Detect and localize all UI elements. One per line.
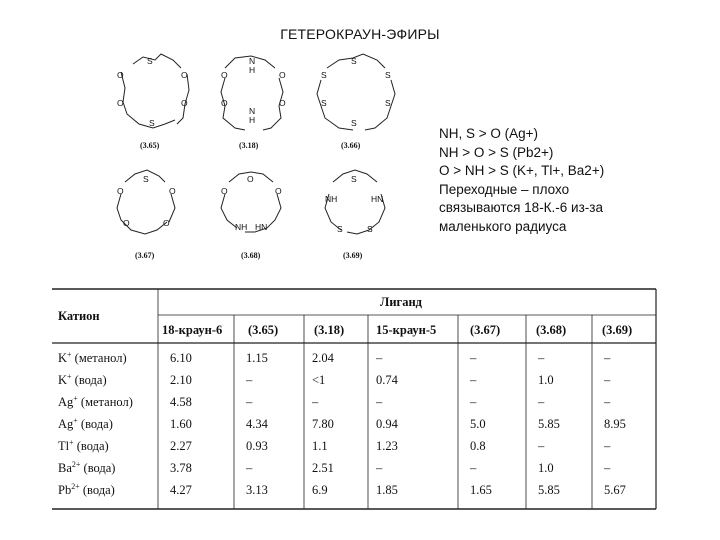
cation-ion: K xyxy=(58,351,68,365)
atom: S xyxy=(143,174,149,184)
column-header: 15-краун-5 xyxy=(376,323,437,337)
structures-drawing xyxy=(95,42,420,267)
cation-ion: K xyxy=(58,373,68,387)
cation-ion: Tl xyxy=(58,439,70,453)
atom: S xyxy=(147,56,153,66)
atom: S xyxy=(367,224,373,234)
structure-label: (3.65) xyxy=(140,141,160,150)
table-cell: – xyxy=(470,395,477,409)
column-header: (3.67) xyxy=(470,323,501,337)
table-cell: 7.80 xyxy=(312,417,334,431)
atom: N xyxy=(249,56,256,66)
table-cell: 1.15 xyxy=(246,351,268,365)
atom: S xyxy=(149,118,155,128)
table-cell: 4.34 xyxy=(246,417,268,431)
table-cell: 2.04 xyxy=(312,351,334,365)
solvent-medium: (вода) xyxy=(79,483,115,497)
column-header: (3.18) xyxy=(314,323,345,337)
note-line: NH, S > O (Ag+) xyxy=(439,126,539,141)
atom: O xyxy=(169,186,176,196)
table-cell: – xyxy=(376,395,383,409)
selectivity-notes xyxy=(439,125,679,236)
atom: O xyxy=(117,70,124,80)
atom: S xyxy=(321,98,327,108)
atom: O xyxy=(221,98,228,108)
row-cation-label xyxy=(58,373,107,388)
cation-charge: + xyxy=(73,393,78,403)
table-cell: 1.0 xyxy=(538,461,554,475)
table-cell: 4.58 xyxy=(170,395,192,409)
cation-ion: Ag xyxy=(58,417,74,431)
table-cell: 1.23 xyxy=(376,439,398,453)
atom: O xyxy=(279,98,286,108)
table-cell: 5.85 xyxy=(538,483,560,497)
atom: HN xyxy=(371,194,384,204)
atom: S xyxy=(351,174,357,184)
solvent-medium: (метанол) xyxy=(71,351,127,365)
table-cell: – xyxy=(246,395,253,409)
row-cation-label xyxy=(58,395,133,410)
table-cell: 1.85 xyxy=(376,483,398,497)
note-line: Переходные – плохо xyxy=(439,181,570,197)
table-cell: – xyxy=(470,461,477,475)
table-cell: 3.13 xyxy=(246,483,268,497)
table-cell: – xyxy=(538,395,545,409)
table-cell: 1.0 xyxy=(538,373,554,387)
structure-label: (3.69) xyxy=(343,251,363,260)
table-cell: 3.78 xyxy=(170,461,192,475)
table-cell: 0.93 xyxy=(246,439,268,453)
column-header: (3.65) xyxy=(248,323,279,337)
table-rules xyxy=(50,287,660,512)
slide-title: ГЕТЕРОКРАУН-ЭФИРЫ xyxy=(280,26,440,42)
atom: O xyxy=(117,98,124,108)
atom: S xyxy=(337,224,343,234)
solvent-medium: (вода) xyxy=(80,461,116,475)
note-line: O > NH > S (K+, Tl+, Ba2+) xyxy=(439,163,605,178)
row-cation-label xyxy=(58,461,115,476)
table-cell: – xyxy=(538,439,545,453)
cation-header: Катион xyxy=(58,309,100,323)
table-cell: 2.51 xyxy=(312,461,334,475)
structure-label: (3.68) xyxy=(241,251,261,260)
table-cell: – xyxy=(376,461,383,475)
table-cell: – xyxy=(538,351,545,365)
ring-367-right xyxy=(169,194,175,222)
table-cell: – xyxy=(470,373,477,387)
column-header: (3.69) xyxy=(602,323,633,337)
solvent-medium: (метанол) xyxy=(77,395,133,409)
atom: H xyxy=(249,115,256,125)
table-cell: 0.74 xyxy=(376,373,398,387)
row-cation-label xyxy=(58,439,109,454)
atom: O xyxy=(181,70,188,80)
table-cell: – xyxy=(246,373,253,387)
table-cell: – xyxy=(604,439,611,453)
table-cell: 5.0 xyxy=(470,417,486,431)
atom: O xyxy=(163,218,170,228)
table-cell: – xyxy=(604,395,611,409)
cation-charge: 2+ xyxy=(71,459,81,469)
column-header: (3.68) xyxy=(536,323,567,337)
ring-367-left xyxy=(117,194,167,234)
atom: O xyxy=(123,218,130,228)
table-cell: – xyxy=(376,351,383,365)
cation-charge: + xyxy=(67,371,72,381)
table-cell: – xyxy=(246,461,253,475)
table-cell: 1.60 xyxy=(170,417,192,431)
structure-label: (3.67) xyxy=(135,251,155,260)
atom: O xyxy=(221,186,228,196)
cation-charge: + xyxy=(69,437,74,447)
cation-ion: Pb xyxy=(58,483,72,497)
solvent-medium: (вода) xyxy=(71,373,107,387)
table-cell: – xyxy=(604,373,611,387)
atom: NH xyxy=(235,222,248,232)
ring-365-left xyxy=(121,72,175,128)
table-cell: 0.94 xyxy=(376,417,398,431)
cation-ion: Ag xyxy=(58,395,74,409)
note-line: NH > O > S (Pb2+) xyxy=(439,144,554,160)
cation-charge: + xyxy=(67,349,72,359)
solvent-medium: (вода) xyxy=(73,439,109,453)
table-cell: 0.8 xyxy=(470,439,486,453)
note-line: связываются 18-К.-6 из-за xyxy=(439,200,603,215)
table-cell: – xyxy=(604,461,611,475)
cation-charge: 2+ xyxy=(71,481,80,491)
atom: HN xyxy=(255,222,268,232)
table-cell: – xyxy=(604,351,611,365)
table-cell: 5.85 xyxy=(538,417,560,431)
table-cell: 2.10 xyxy=(170,373,192,387)
atom: S xyxy=(385,70,391,80)
table-cell: 2.27 xyxy=(170,439,192,453)
stability-table xyxy=(50,287,660,512)
atom: H xyxy=(249,65,256,75)
cation-ion: Ba xyxy=(58,461,72,475)
atom: N xyxy=(249,106,256,116)
solvent-medium: (вода) xyxy=(77,417,113,431)
row-cation-label xyxy=(58,417,113,432)
crown-ether-structures xyxy=(95,42,420,267)
atom: O xyxy=(181,98,188,108)
row-cation-label xyxy=(58,483,115,498)
atom: O xyxy=(275,186,282,196)
table-cell: 6.10 xyxy=(170,351,192,365)
atom: S xyxy=(321,70,327,80)
atom: NH xyxy=(325,194,338,204)
table-cell: 5.67 xyxy=(604,483,626,497)
table-cell: <1 xyxy=(312,373,326,387)
atom: O xyxy=(221,70,228,80)
atom: O xyxy=(117,186,124,196)
table-cell: 1.1 xyxy=(312,439,328,453)
cation-charge: + xyxy=(73,415,78,425)
atom: S xyxy=(385,98,391,108)
structure-label: (3.66) xyxy=(341,141,361,150)
table-cell: 8.95 xyxy=(604,417,626,431)
table-cell: – xyxy=(470,351,477,365)
atom: O xyxy=(247,174,254,184)
atom: S xyxy=(351,118,357,128)
table-cell: 4.27 xyxy=(170,483,192,497)
atom: S xyxy=(351,56,357,66)
structure-label: (3.18) xyxy=(239,141,259,150)
column-header: 18-краун-6 xyxy=(162,323,223,337)
ligand-header: Лиганд xyxy=(380,295,422,309)
ring-365-top xyxy=(133,54,181,68)
note-line: маленького радиуса xyxy=(439,218,567,234)
table-cell: – xyxy=(312,395,319,409)
atom: O xyxy=(279,70,286,80)
table-cell: 1.65 xyxy=(470,483,492,497)
table-cell: 6.9 xyxy=(312,483,328,497)
row-cation-label xyxy=(58,351,127,366)
